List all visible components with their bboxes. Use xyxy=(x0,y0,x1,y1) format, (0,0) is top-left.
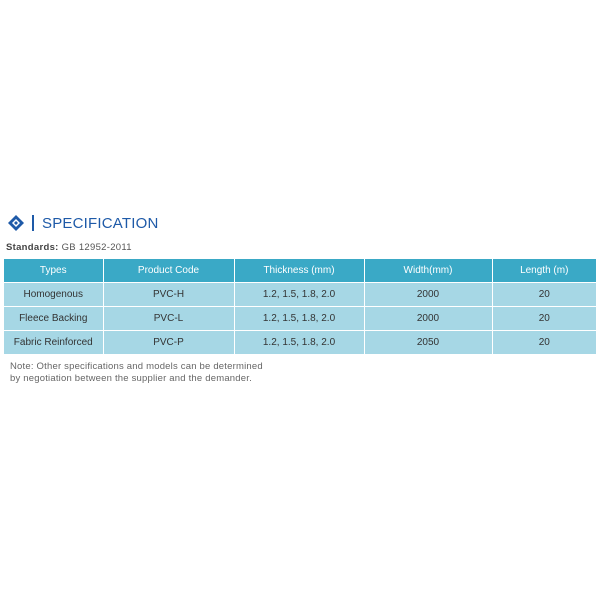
title-divider-bar xyxy=(32,215,34,231)
cell-type: Homogenous xyxy=(4,283,103,307)
cell-length: 20 xyxy=(492,307,596,331)
cell-thickness: 1.2, 1.5, 1.8, 2.0 xyxy=(234,331,364,355)
cell-product-code: PVC-H xyxy=(103,283,234,307)
cell-length: 20 xyxy=(492,283,596,307)
cell-type: Fabric Reinforced xyxy=(4,331,103,355)
section-title: SPECIFICATION xyxy=(42,214,159,232)
cell-width: 2000 xyxy=(364,283,492,307)
cell-width: 2050 xyxy=(364,331,492,355)
section-header xyxy=(6,213,159,233)
table-row xyxy=(4,307,596,331)
header-types: Types xyxy=(4,259,103,283)
note-line-1: Note: Other specifications and models can be determined xyxy=(10,361,263,372)
header-thickness: Thickness (mm) xyxy=(234,259,364,283)
diamond-icon xyxy=(6,213,26,233)
cell-thickness: 1.2, 1.5, 1.8, 2.0 xyxy=(234,283,364,307)
note-text xyxy=(10,361,263,385)
header-length: Length (m) xyxy=(492,259,596,283)
specification-table xyxy=(4,259,596,354)
cell-length: 20 xyxy=(492,331,596,355)
cell-width: 2000 xyxy=(364,307,492,331)
table-row xyxy=(4,331,596,355)
standards-value: GB 12952-2011 xyxy=(61,242,132,253)
table-header-row xyxy=(4,259,596,283)
cell-thickness: 1.2, 1.5, 1.8, 2.0 xyxy=(234,307,364,331)
note-line-2: by negotiation between the supplier and the demander. xyxy=(10,373,252,384)
table-row xyxy=(4,283,596,307)
cell-product-code: PVC-L xyxy=(103,307,234,331)
standards-label: Standards: xyxy=(6,242,59,253)
header-product-code: Product Code xyxy=(103,259,234,283)
cell-type: Fleece Backing xyxy=(4,307,103,331)
header-width: Width(mm) xyxy=(364,259,492,283)
cell-product-code: PVC-P xyxy=(103,331,234,355)
standards-line xyxy=(6,242,132,253)
